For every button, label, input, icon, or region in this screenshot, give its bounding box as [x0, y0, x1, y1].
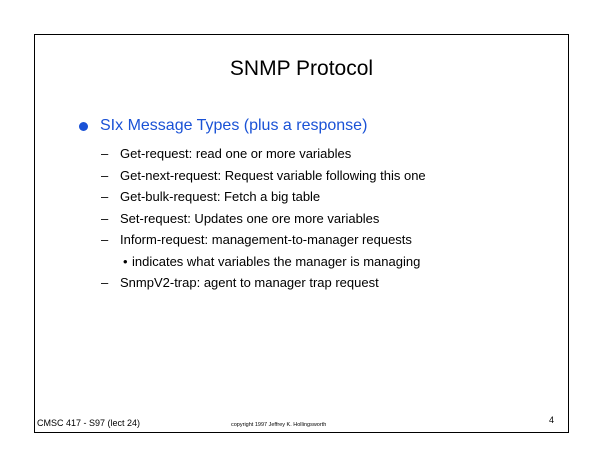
list-item	[101, 272, 426, 294]
list-item-text: Get-next-request: Request variable following this one	[120, 167, 426, 183]
list-item	[101, 229, 426, 251]
message-type-list	[101, 143, 426, 294]
main-bullet-text: SIx Message Types (plus a response)	[100, 117, 368, 134]
list-item	[101, 208, 426, 230]
sub-list-item-text: indicates what variables the manager is managing	[132, 253, 421, 269]
dash-icon: –	[101, 167, 109, 183]
list-item	[101, 186, 426, 208]
small-bullet-icon: •	[123, 253, 128, 269]
list-item-text: Set-request: Updates one ore more variables	[120, 210, 380, 226]
list-item	[101, 143, 426, 165]
list-item-text: Get-bulk-request: Fetch a big table	[120, 189, 321, 205]
dash-icon: –	[101, 232, 109, 248]
list-item-text: Get-request: read one or more variables	[120, 146, 352, 162]
main-bullet	[79, 117, 367, 135]
list-item-text: SnmpV2-trap: agent to manager trap request	[120, 275, 379, 291]
bullet-dot-icon	[79, 122, 88, 131]
dash-icon: –	[101, 146, 109, 162]
dash-icon: –	[101, 189, 109, 205]
slide-title: SNMP Protocol	[229, 57, 374, 80]
dash-icon: –	[101, 275, 109, 291]
slide-frame	[34, 34, 569, 433]
page-number: 4	[548, 415, 554, 425]
list-item-text: Inform-request: management-to-manager requests	[120, 232, 412, 248]
sub-list-item	[101, 251, 426, 273]
footer-copyright: copyright 1997 Jeffrey K. Hollingsworth	[231, 422, 327, 428]
dash-icon: –	[101, 210, 109, 226]
footer-course: CMSC 417 - S97 (lect 24)	[37, 418, 141, 428]
list-item	[101, 165, 426, 187]
